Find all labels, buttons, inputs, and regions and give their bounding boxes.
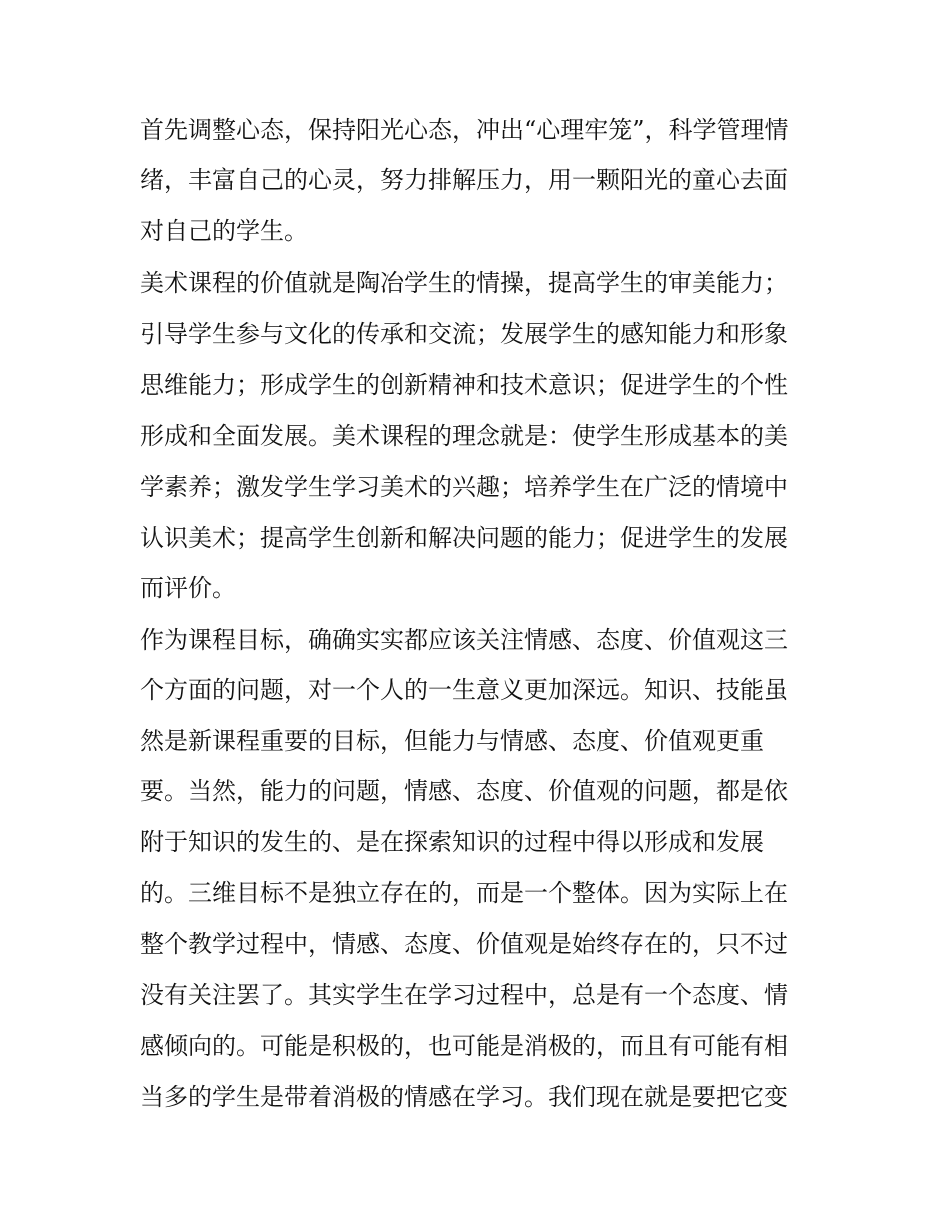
text-line: 当多的学生是带着消极的情感在学习。我们现在就是要把它变 <box>140 1083 788 1111</box>
text-line: 整个教学过程中，情感、态度、价值观是始终存在的，只不过 <box>140 930 788 958</box>
text-line: 然是新课程重要的目标，但能力与情感、态度、价值观更重 <box>140 727 764 755</box>
text-line: 美术课程的价值就是陶冶学生的情操，提高学生的审美能力； <box>140 269 788 297</box>
text-line: 引导学生参与文化的传承和交流；发展学生的感知能力和形象 <box>140 320 788 348</box>
text-line: 思维能力；形成学生的创新精神和技术意识；促进学生的个性 <box>140 371 788 399</box>
text-line: 绪，丰富自己的心灵，努力排解压力，用一颗阳光的童心去面 <box>140 166 788 194</box>
text-line: 形成和全面发展。美术课程的理念就是：使学生形成基本的美 <box>140 422 788 450</box>
text-line: 感倾向的。可能是积极的，也可能是消极的，而且有可能有相 <box>140 1032 788 1060</box>
text-line: 的。三维目标不是独立存在的，而是一个整体。因为实际上在 <box>140 879 788 907</box>
text-line: 首先调整心态，保持阳光心态，冲出“心理牢笼”，科学管理情 <box>140 116 789 144</box>
text-line: 学素养；激发学生学习美术的兴趣；培养学生在广泛的情境中 <box>140 473 788 501</box>
text-line: 没有关注罢了。其实学生在学习过程中，总是有一个态度、情 <box>140 981 788 1009</box>
text-line: 而评价。 <box>140 574 236 602</box>
text-line: 对自己的学生。 <box>140 217 308 245</box>
text-line: 附于知识的发生的、是在探索知识的过程中得以形成和发展 <box>140 828 764 856</box>
text-line: 要。当然，能力的问题，情感、态度、价值观的问题，都是依 <box>140 777 788 805</box>
text-line: 认识美术；提高学生创新和解决问题的能力；促进学生的发展 <box>140 524 788 552</box>
text-line: 作为课程目标，确确实实都应该关注情感、态度、价值观这三 <box>140 626 788 654</box>
text-line: 个方面的问题，对一个人的一生意义更加深远。知识、技能虽 <box>140 676 788 704</box>
